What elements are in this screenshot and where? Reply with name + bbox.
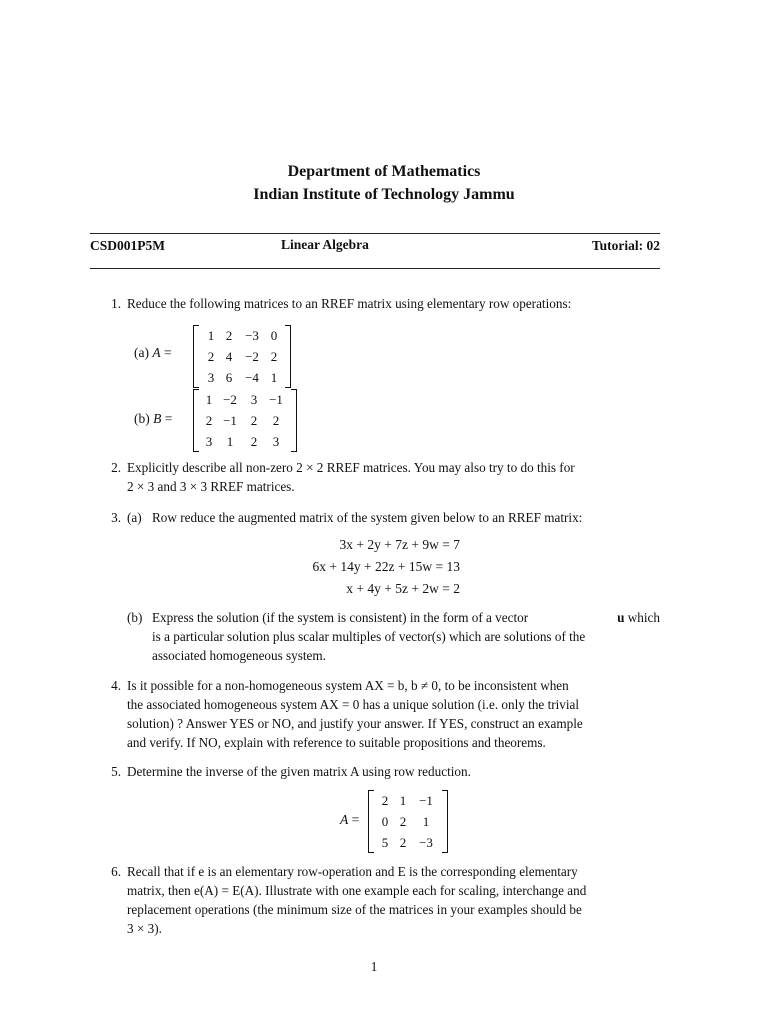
vector-u: u — [617, 610, 625, 625]
q3-equation-1: 3x + 2y + 7z + 9w = 7 — [339, 537, 460, 552]
matrix-b-entry: −2 — [223, 392, 237, 407]
department-title: Department of Mathematics — [287, 163, 481, 180]
q4-line2: the associated homogeneous system AX = 0 has a unique solution (i.e. only the trivial — [127, 697, 580, 712]
q3b-line3: associated homogeneous system. — [152, 648, 326, 663]
matrix-b-entry: −1 — [269, 392, 283, 407]
matrix-b-entry: 2 — [272, 413, 280, 428]
matrix-q5-entry: 0 — [381, 814, 389, 829]
q2-line1: Explicitly describe all non-zero 2 × 2 RREF matrices. You may also try to do this for — [127, 460, 575, 475]
matrix-q5-entry: 5 — [381, 835, 389, 850]
q3b-line1 — [152, 608, 660, 627]
matrix-q5-entry: 2 — [399, 814, 407, 829]
matrix-b-entry: 2 — [250, 413, 258, 428]
course-code: CSD001P5M — [90, 238, 165, 253]
matrix-a-entry: 0 — [270, 328, 278, 343]
q5-text: Determine the inverse of the given matrix A using row reduction. — [127, 764, 471, 779]
matrix-q5-entry: −1 — [419, 793, 433, 808]
page-number: 1 — [370, 959, 378, 974]
q2-number: 2. — [111, 460, 121, 475]
q3a-label: (a) — [127, 510, 142, 525]
matrix-a-entry: 3 — [207, 370, 215, 385]
matrix-b-entry: 2 — [250, 434, 258, 449]
matrix-q5-entry: 1 — [399, 793, 407, 808]
q1a-matrix — [193, 325, 291, 388]
header-top-rule — [90, 233, 660, 234]
q3b-line2: is a particular solution plus scalar multiples of vector(s) which are solutions of the — [152, 629, 586, 644]
q1-number: 1. — [111, 296, 121, 311]
q2-line2: 2 × 3 and 3 × 3 RREF matrices. — [127, 479, 295, 494]
q6-number: 6. — [111, 864, 121, 879]
matrix-a-entry: −4 — [245, 370, 259, 385]
q3a-text: Row reduce the augmented matrix of the system given below to an RREF matrix: — [152, 510, 583, 525]
q6-line3: replacement operations (the minimum size of the matrices in your examples should be — [127, 902, 582, 917]
matrix-a-entry: −2 — [245, 349, 259, 364]
matrix-a-entry: 4 — [225, 349, 233, 364]
q5-matrix — [368, 790, 448, 853]
q1b-label: (b) B = — [134, 411, 173, 426]
q1b-matrix-name: B — [153, 411, 162, 426]
q3b-line1-end: which — [627, 610, 660, 625]
q6-line2: matrix, then e(A) = E(A). Illustrate with one example each for scaling, interchange and — [127, 883, 587, 898]
header-bottom-rule — [90, 268, 660, 269]
matrix-b-entry: −1 — [223, 413, 237, 428]
q3b-line1-text: Express the solution (if the system is consistent) in the form of a vector — [152, 610, 529, 625]
matrix-b-entry: 3 — [250, 392, 258, 407]
matrix-q5-entry: 1 — [422, 814, 430, 829]
matrix-b-entry: 3 — [272, 434, 280, 449]
matrix-a-entry: 6 — [225, 370, 233, 385]
matrix-q5-entry: −3 — [419, 835, 433, 850]
matrix-a-entry: 1 — [270, 370, 278, 385]
matrix-b-entry: 2 — [205, 413, 213, 428]
course-name: Linear Algebra — [281, 237, 369, 252]
q3-number: 3. — [111, 510, 121, 525]
matrix-a-entry: 2 — [270, 349, 278, 364]
matrix-b-entry: 1 — [205, 392, 213, 407]
matrix-a-entry: 2 — [225, 328, 233, 343]
q4-line4: and verify. If NO, explain with reference to suitable propositions and theorems. — [127, 735, 546, 750]
tutorial-number: Tutorial: 02 — [591, 238, 660, 253]
matrix-b-entry: 3 — [205, 434, 213, 449]
q4-line3: solution) ? Answer YES or NO, and justify your answer. If YES, construct an example — [127, 716, 583, 731]
matrix-b-entry: 1 — [226, 434, 234, 449]
q3-equation-2: 6x + 14y + 22z + 15w = 13 — [312, 559, 460, 574]
q5-label: A = — [340, 812, 360, 827]
institute-title: Indian Institute of Technology Jammu — [253, 186, 515, 203]
q6-line1: Recall that if e is an elementary row-operation and E is the corresponding elementary — [127, 864, 578, 879]
q4-number: 4. — [111, 678, 121, 693]
q1a-label-text: (a) — [134, 345, 149, 360]
q4-line1: Is it possible for a non-homogeneous system AX = b, b ≠ 0, to be inconsistent when — [127, 678, 569, 693]
q1a-label: (a) A = — [134, 345, 172, 360]
q1b-label-text: (b) — [134, 411, 150, 426]
q5-matrix-name: A — [340, 812, 349, 827]
q1a-matrix-name: A — [152, 345, 161, 360]
q6-line4: 3 × 3). — [127, 921, 162, 936]
q3b-label: (b) — [127, 610, 143, 625]
matrix-q5-entry: 2 — [399, 835, 407, 850]
q1-text: Reduce the following matrices to an RREF matrix using elementary row operations: — [127, 296, 572, 311]
matrix-a-entry: 2 — [207, 349, 215, 364]
q5-number: 5. — [111, 764, 121, 779]
matrix-q5-entry: 2 — [381, 793, 389, 808]
q3-equation-3: x + 4y + 5z + 2w = 2 — [346, 581, 460, 596]
matrix-a-entry: 1 — [207, 328, 215, 343]
matrix-a-entry: −3 — [245, 328, 259, 343]
q1b-matrix — [193, 389, 297, 452]
